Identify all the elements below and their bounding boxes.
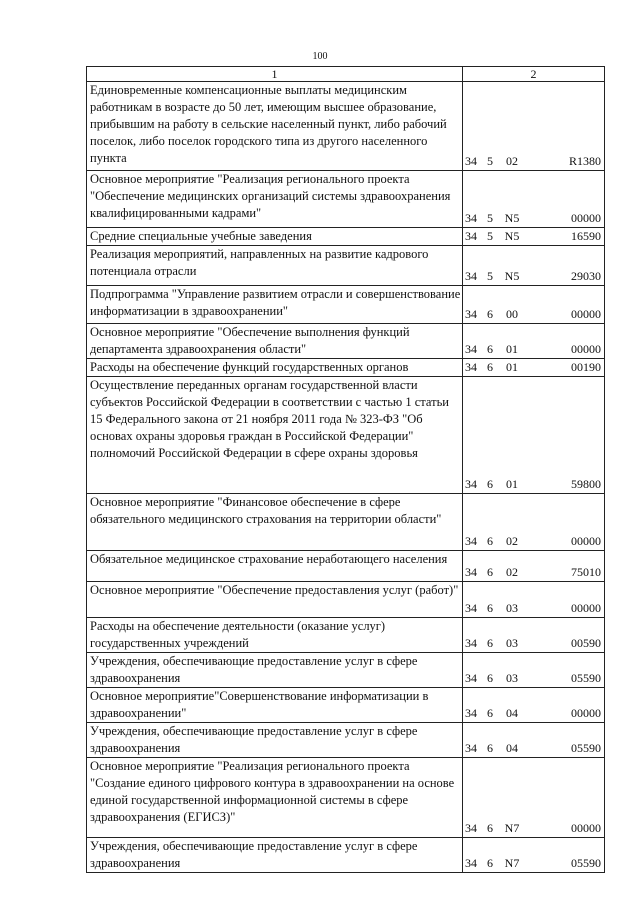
code-part-p4: 16590	[571, 229, 601, 243]
row-classification-code	[463, 494, 605, 551]
row-classification-code	[463, 758, 605, 838]
row-name: Осуществление переданных органам государственной власти субъектов Российской Федерации в соответствии с частью 1 статьи 15 Федерального закона от 21 ноября 2011 года № 323-ФЗ "Об основах охраны здоровья граждан в Российской Федерации" полномочий Российской Федерации в сфере охраны здоровья	[87, 377, 463, 494]
code-part-p2: 6	[487, 601, 493, 615]
code-part-p2: 6	[487, 360, 493, 374]
code-part-p2: 5	[487, 211, 493, 225]
code-part-p4: 05590	[571, 741, 601, 755]
code-part-p4: 00000	[571, 821, 601, 835]
code-part-p1: 34	[465, 269, 477, 283]
code-part-p4: 00000	[571, 534, 601, 548]
row-classification-code	[463, 618, 605, 653]
row-classification-code	[463, 286, 605, 324]
code-part-p3: 04	[506, 741, 518, 755]
row-name: Единовременные компенсационные выплаты медицинским работникам в возрасте до 50 лет, имеющим высшее образование, прибывшим на работу в сельские населенный пункт, либо рабочий поселок, либо поселок городского типа из другого населенного пункта	[87, 82, 463, 171]
table-row	[87, 653, 605, 688]
code-part-p4: 05590	[571, 856, 601, 870]
code-part-p2: 5	[487, 269, 493, 283]
table-row	[87, 688, 605, 723]
row-name: Расходы на обеспечение деятельности (оказание услуг) государственных учреждений	[87, 618, 463, 653]
table-row	[87, 377, 605, 494]
code-part-p4: 00190	[571, 360, 601, 374]
header-col-1: 1	[87, 67, 463, 82]
row-name: Основное мероприятие "Реализация регионального проекта "Обеспечение медицинских организаций системы здравоохранения квалифицированными кадрами"	[87, 171, 463, 228]
code-part-p4: 05590	[571, 671, 601, 685]
code-part-p2: 6	[487, 741, 493, 755]
code-part-p4: R1380	[568, 154, 601, 168]
code-part-p4: 00000	[571, 211, 601, 225]
code-part-p2: 6	[487, 671, 493, 685]
table-row	[87, 618, 605, 653]
row-classification-code	[463, 838, 605, 873]
code-part-p1: 34	[465, 706, 477, 720]
row-name: Основное мероприятие "Реализация регионального проекта "Создание единого цифрового контура в здравоохранении на основе единой государственной информационной системы в сфере здравоохранения (ЕГИСЗ)"	[87, 758, 463, 838]
code-part-p3: 04	[506, 706, 518, 720]
code-part-p2: 6	[487, 636, 493, 650]
table-row	[87, 171, 605, 228]
code-part-p1: 34	[465, 342, 477, 356]
row-classification-code	[463, 246, 605, 286]
table-row	[87, 286, 605, 324]
code-part-p2: 6	[487, 565, 493, 579]
row-name: Учреждения, обеспечивающие предоставление услуг в сфере здравоохранения	[87, 653, 463, 688]
budget-classification-table	[86, 66, 605, 873]
code-part-p3: N5	[504, 211, 520, 225]
table-row	[87, 359, 605, 377]
code-part-p3: N5	[504, 229, 520, 243]
code-part-p1: 34	[465, 154, 477, 168]
table-row	[87, 551, 605, 582]
code-part-p1: 34	[465, 360, 477, 374]
code-part-p3: 01	[506, 477, 518, 491]
table-row	[87, 228, 605, 246]
code-part-p3: 03	[506, 636, 518, 650]
code-part-p4: 00000	[571, 601, 601, 615]
table-row	[87, 246, 605, 286]
code-part-p2: 6	[487, 342, 493, 356]
row-name: Обязательное медицинское страхование неработающего населения	[87, 551, 463, 582]
code-part-p1: 34	[465, 671, 477, 685]
code-part-p1: 34	[465, 601, 477, 615]
code-part-p4: 00590	[571, 636, 601, 650]
code-part-p2: 5	[487, 229, 493, 243]
row-classification-code	[463, 324, 605, 359]
code-part-p4: 59800	[571, 477, 601, 491]
row-classification-code	[463, 82, 605, 171]
code-part-p2: 6	[487, 706, 493, 720]
code-part-p2: 6	[487, 856, 493, 870]
code-part-p3: N7	[504, 821, 520, 835]
code-part-p1: 34	[465, 307, 477, 321]
table-row	[87, 723, 605, 758]
code-part-p3: 02	[506, 565, 518, 579]
code-part-p1: 34	[465, 636, 477, 650]
page-number: 100	[312, 51, 328, 62]
code-part-p1: 34	[465, 229, 477, 243]
row-name: Средние специальные учебные заведения	[87, 228, 463, 246]
row-name: Основное мероприятие "Обеспечение предоставления услуг (работ)"	[87, 582, 463, 618]
header-col-2: 2	[463, 67, 605, 82]
row-classification-code	[463, 723, 605, 758]
row-classification-code	[463, 551, 605, 582]
code-part-p4: 00000	[571, 706, 601, 720]
row-classification-code	[463, 688, 605, 723]
code-part-p3: 03	[506, 671, 518, 685]
row-classification-code	[463, 228, 605, 246]
table-row	[87, 838, 605, 873]
code-part-p1: 34	[465, 856, 477, 870]
code-part-p3: 02	[506, 154, 518, 168]
row-name: Основное мероприятие "Обеспечение выполнения функций департамента здравоохранения области"	[87, 324, 463, 359]
code-part-p4: 00000	[571, 307, 601, 321]
row-name: Основное мероприятие "Финансовое обеспечение в сфере обязательного медицинского страхования на территории области"	[87, 494, 463, 551]
table-row	[87, 494, 605, 551]
code-part-p3: N7	[504, 856, 520, 870]
code-part-p2: 6	[487, 821, 493, 835]
code-part-p2: 6	[487, 534, 493, 548]
code-part-p3: 00	[506, 307, 518, 321]
code-part-p1: 34	[465, 565, 477, 579]
row-classification-code	[463, 582, 605, 618]
table-header-row	[87, 67, 605, 82]
table-row	[87, 324, 605, 359]
table-row	[87, 758, 605, 838]
row-name: Расходы на обеспечение функций государственных органов	[87, 359, 463, 377]
row-classification-code	[463, 359, 605, 377]
row-name: Основное мероприятие"Совершенствование информатизации в здравоохранении"	[87, 688, 463, 723]
code-part-p1: 34	[465, 211, 477, 225]
code-part-p2: 6	[487, 477, 493, 491]
row-classification-code	[463, 653, 605, 688]
code-part-p4: 00000	[571, 342, 601, 356]
code-part-p3: N5	[504, 269, 520, 283]
row-name: Реализация мероприятий, направленных на развитие кадрового потенциала отрасли	[87, 246, 463, 286]
code-part-p1: 34	[465, 534, 477, 548]
code-part-p3: 02	[506, 534, 518, 548]
code-part-p2: 6	[487, 307, 493, 321]
code-part-p2: 5	[487, 154, 493, 168]
code-part-p3: 01	[506, 360, 518, 374]
code-part-p4: 29030	[571, 269, 601, 283]
code-part-p3: 03	[506, 601, 518, 615]
row-classification-code	[463, 171, 605, 228]
row-name: Учреждения, обеспечивающие предоставление услуг в сфере здравоохранения	[87, 723, 463, 758]
row-name: Учреждения, обеспечивающие предоставление услуг в сфере здравоохранения	[87, 838, 463, 873]
table-row	[87, 582, 605, 618]
row-classification-code	[463, 377, 605, 494]
code-part-p1: 34	[465, 477, 477, 491]
code-part-p4: 75010	[571, 565, 601, 579]
row-name: Подпрограмма "Управление развитием отрасли и совершенствование информатизации в здравоохранении"	[87, 286, 463, 324]
code-part-p1: 34	[465, 741, 477, 755]
code-part-p1: 34	[465, 821, 477, 835]
code-part-p3: 01	[506, 342, 518, 356]
table-row	[87, 82, 605, 171]
